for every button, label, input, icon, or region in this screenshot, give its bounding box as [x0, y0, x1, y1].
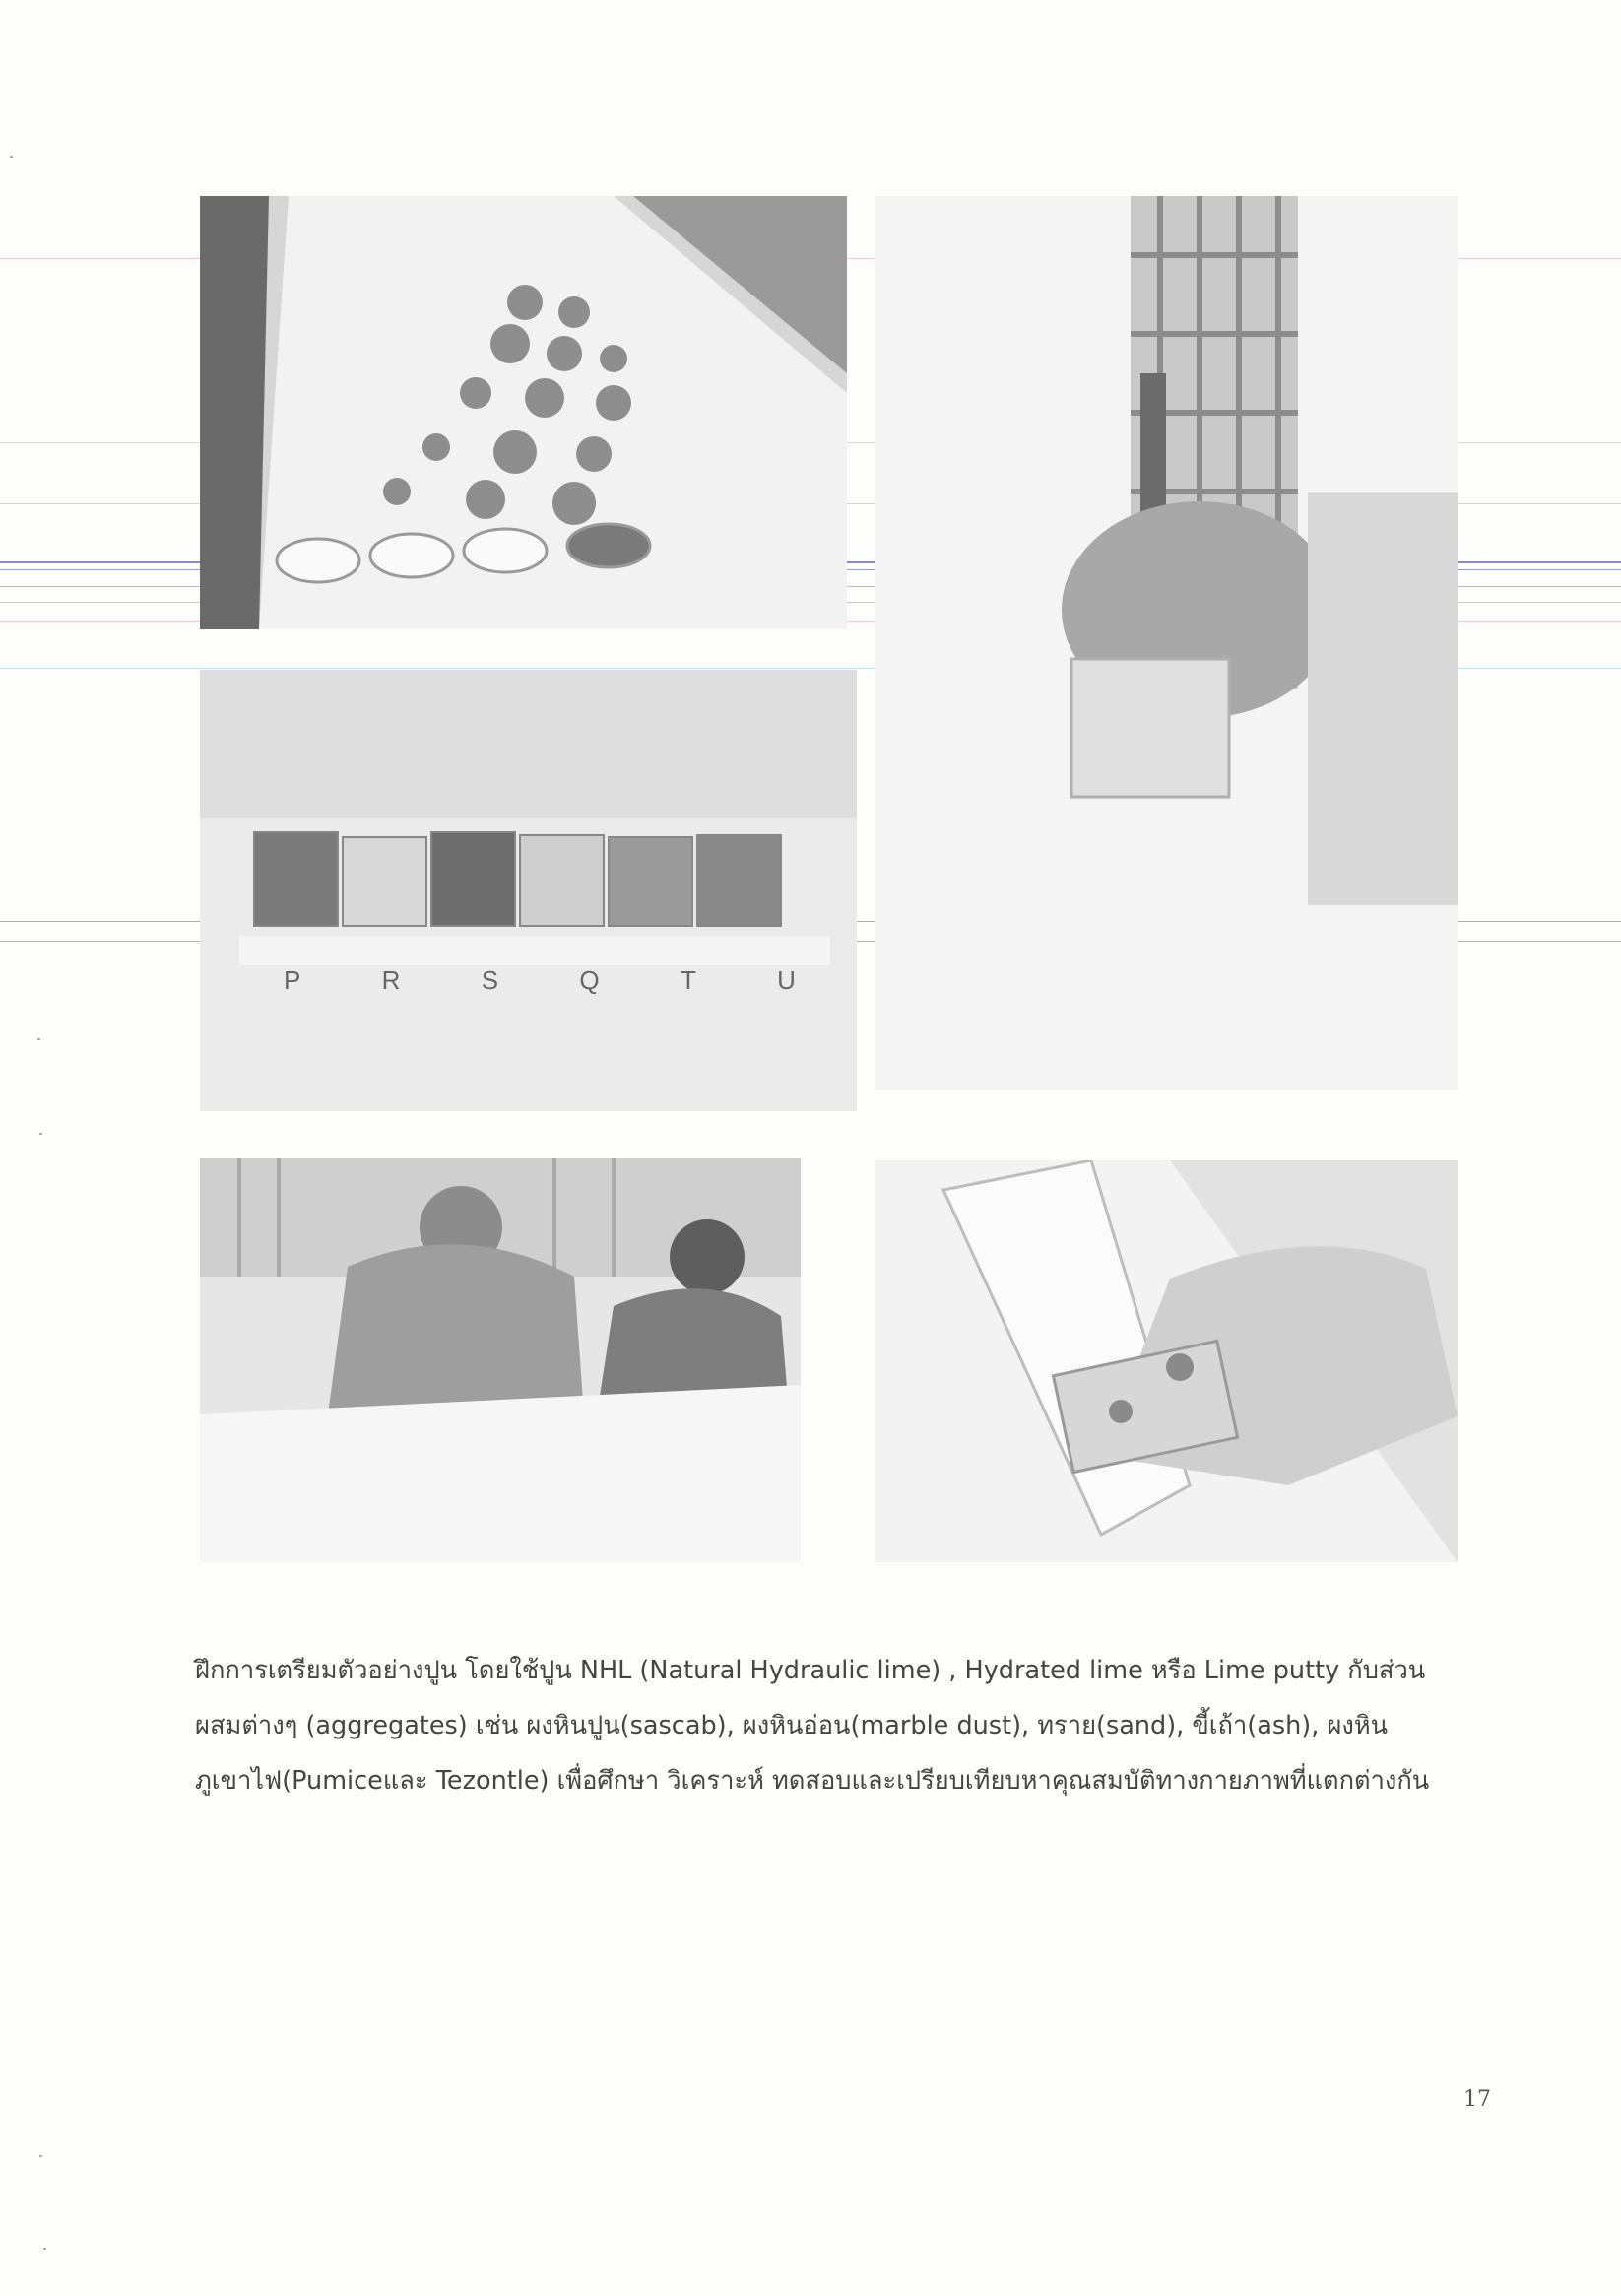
sample-label: U [777, 965, 796, 995]
scan-speck [39, 1133, 42, 1135]
sample-label: T [680, 965, 696, 995]
photo-worker-tool [875, 196, 1458, 1090]
photo-samples-table [200, 196, 847, 629]
photo-hand-sample [875, 1160, 1458, 1562]
page-number: 17 [1463, 2087, 1491, 2112]
sample-label-row [284, 965, 796, 996]
scan-speck [10, 156, 13, 158]
photo-caption: ฝึกการเตรียมตัวอย่างปูน โดยใช้ปูน NHL (Natural Hydraulic lime) , Hydrated lime หรือ Lime putty กับส่วนผสมต่างๆ (aggregates) เช่น ผงหินปูน(sascab), ผงหินอ่อน(marble dust), ทราย(sand), ขี้เถ้า(ash), ผงหินภูเขาไฟ(Pumiceและ Tezontle) เพื่อศึกษา วิเคราะห์ ทดสอบและเปรียบเทียบหาคุณสมบัติทางกายภาพที่แตกต่างกัน [195, 1656, 1430, 1796]
photo-sample-blocks [200, 670, 857, 1111]
scan-speck [43, 2248, 46, 2250]
sample-label: S [481, 965, 499, 995]
sample-label: Q [579, 965, 600, 995]
photo-two-people [200, 1158, 801, 1562]
scan-speck [39, 2155, 42, 2157]
scan-speck [37, 1038, 40, 1040]
sample-label: P [284, 965, 301, 995]
sample-label: R [381, 965, 401, 995]
